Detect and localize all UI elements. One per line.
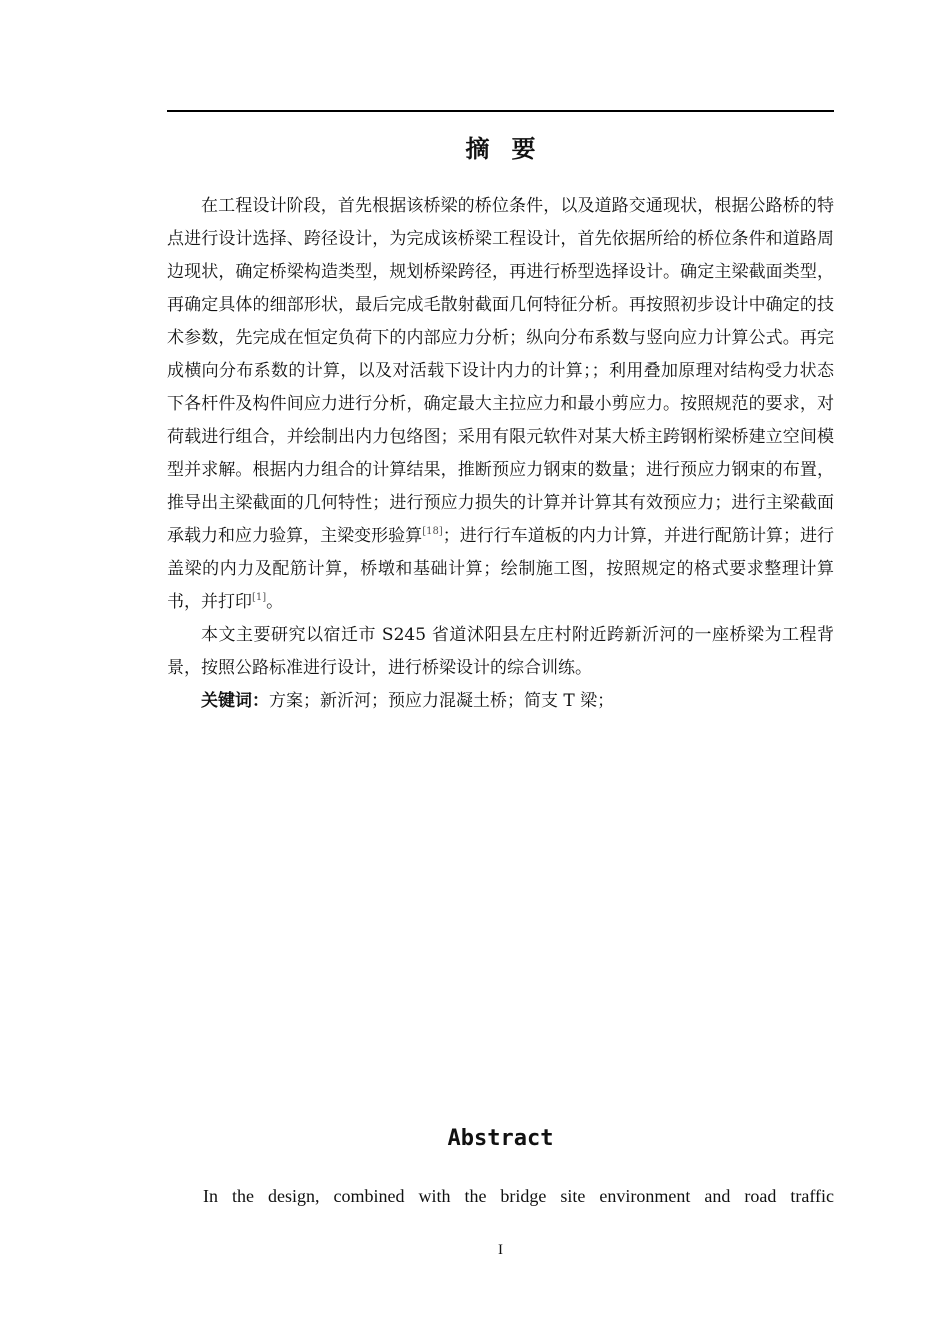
- abstract-cn-paragraph-1-part-1: 在工程设计阶段，首先根据该桥梁的桥位条件，以及道路交通现状，根据公路桥的特点进行设计选择、跨径设计，为完成该桥梁工程设计，首先依据所给的桥位条件和道路周边现状，确定桥梁构造类型，规划桥梁跨径，再进行桥型选择设计。确定主梁截面类型，再确定具体的细部形状，最后完成毛散射截面几何特征分析。再按照初步设计中确定的技术参数，先完成在恒定负荷下的内部应力分析；纵向分布系数与竖向应力计算公式。再完成横向分布系数的计算，以及对活载下设计内力的计算；；利用叠加原理对结构受力状态下各杆件及构件间应力进行分析，确定最大主拉应力和最小剪应力。按照规范的要求，对荷载进行组合，并绘制出内力包络图；采用有限元软件对某大桥主跨钢桁梁桥建立空间模型并求解。根据内力组合的计算结果，推断预应力钢束的数量；进行预应力钢束的布置，推导出主梁截面的几何特性；进行预应力损失的计算并计算其有效预应力；进行主梁截面承载力和应力验算，主梁变形验算: [167, 196, 834, 546]
- keywords-line: [167, 685, 834, 718]
- abstract-cn-paragraph-1-part-2: ；进行行车道板的内力计算，并进行配筋计算；进行盖梁的内力及配筋计算，桥墩和基础计算；绘制施工图，按照规定的格式要求整理计算书，并打印: [167, 526, 835, 612]
- abstract-cn-title: 摘要: [465, 135, 558, 163]
- keywords-text: 方案；新沂河；预应力混凝土桥；简支 T 梁；: [269, 691, 615, 711]
- abstract-cn-body: [167, 190, 834, 718]
- abstract-en-title: Abstract: [447, 1126, 554, 1151]
- abstract-en-paragraph-1: In the design, combined with the bridge site environment and road traffic: [203, 1186, 834, 1206]
- citation-1: [1]: [252, 592, 267, 603]
- abstract-cn-paragraph-2: 本文主要研究以宿迁市 S245 省道沭阳县左庄村附近跨新沂河的一座桥梁为工程背景，按照公路标准进行设计，进行桥梁设计的综合训练。: [167, 625, 834, 678]
- header-rule: [167, 110, 834, 112]
- citation-18: [18]: [422, 526, 443, 537]
- abstract-cn-paragraph-1-part-3: 。: [266, 592, 284, 612]
- abstract-cn-paragraph-1: [167, 190, 834, 619]
- page-number: I: [498, 1242, 503, 1258]
- keywords-label: 关键词：: [201, 691, 269, 711]
